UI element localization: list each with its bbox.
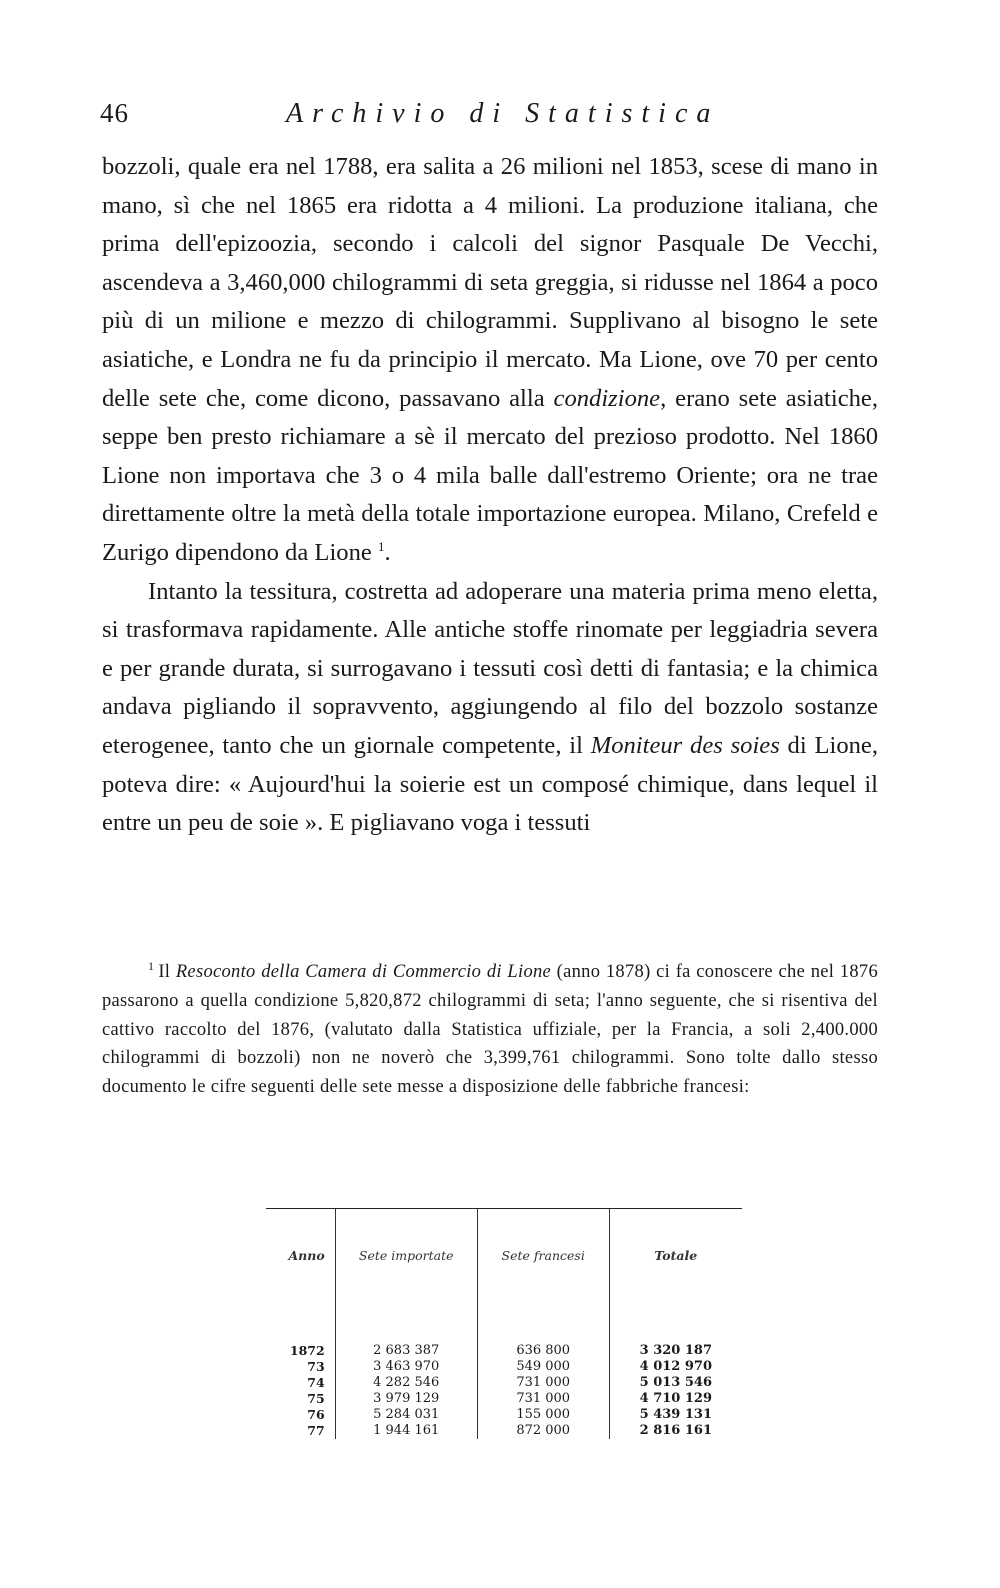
- table-cell-french: 636 800: [477, 1343, 609, 1359]
- body-text: [102, 148, 878, 843]
- spacer-cell: [266, 1301, 335, 1343]
- page-number: 46: [100, 98, 129, 128]
- paragraph-2-text-cont: di Lione, poteva dire: « Aujourd'hui la soierie est un composé chimique, dans lequel il entre un peu de soie ». E pigliavano voga i tessuti: [102, 731, 878, 837]
- paragraph-2: [102, 573, 878, 843]
- table-spacer: [266, 1301, 742, 1343]
- table-cell-total: 5 013 546: [609, 1375, 742, 1391]
- table-row: [266, 1375, 742, 1391]
- table-cell-imported: 1 944 161: [335, 1423, 477, 1439]
- table-header-anno: Anno: [266, 1209, 335, 1302]
- paragraph-1: [102, 148, 878, 573]
- table-row: [266, 1359, 742, 1375]
- footnote-reference: 1: [377, 538, 385, 554]
- table-cell-year: 73: [307, 1359, 325, 1374]
- table-cell-imported: 3 979 129: [335, 1391, 477, 1407]
- table-cell-year: 75: [307, 1391, 325, 1406]
- table-cell-imported: 2 683 387: [335, 1343, 477, 1359]
- spacer-cell: [609, 1301, 742, 1343]
- table-cell-imported: 3 463 970: [335, 1359, 477, 1375]
- footnote-emphasis: Resoconto della Camera di Commercio di Lione: [175, 962, 552, 982]
- paragraph-1-text-cont: erano sete asiatiche, seppe ben presto richiamare a sè il mercato del prezioso prodotto. Nel 1860 Lione non importava che 3 o 4 mila balle dall'estremo Oriente; ora ne trae direttamente oltre la metà della totale importazione europea. Milano, Crefeld e Zurigo dipendono da Lione: [102, 384, 878, 566]
- table-cell-year: 77: [307, 1423, 325, 1438]
- table-header-imported: Sete importate: [335, 1209, 477, 1302]
- spacer-cell: [477, 1301, 609, 1343]
- footnote-body: (anno 1878) ci fa conoscere che nel 1876 passarono a quella condizione 5,820,872 chilogrammi di seta; l'anno seguente, che si risentiva del cattivo raccolto del 1876, (valutato dalla Statistica uffiziale, per la Francia, a soli 2,400.000 chilogrammi di bozzoli) non ne noverò che 3,399,761 chilogrammi. Sono tolte dallo stesso documento le cifre seguenti delle sete messe a disposizione delle fabbriche francesi:: [102, 962, 879, 1098]
- table-row: [266, 1343, 742, 1359]
- table-header-row: [266, 1209, 742, 1302]
- silk-data-table: [266, 1208, 742, 1439]
- footnote-lead: Il: [158, 962, 176, 982]
- journal-title: Archivio di Statistica: [286, 98, 720, 129]
- footnote-text: [102, 958, 878, 1102]
- table-cell-total: 2 816 161: [609, 1423, 742, 1439]
- footnote-mark: 1: [148, 958, 155, 973]
- table-cell-imported: 5 284 031: [335, 1407, 477, 1423]
- spacer-cell: [335, 1301, 477, 1343]
- table-cell-french: 731 000: [477, 1375, 609, 1391]
- paragraph-1-text: bozzoli, quale era nel 1788, era salita a 26 milioni nel 1853, scese di mano in mano, sì che nel 1865 era ridotta a 4 milioni. La produzione italiana, che prima dell'epizoozia, secondo i calcoli del signor Pasquale De Vecchi, ascendeva a 3,460,000 chilogrammi di seta greggia, si ridusse nel 1864 a poco più di un milione e mezzo di chilogrammi. Supplivano al bisogno le sete asiatiche, e Londra ne fu da principio il mercato. Ma Lione, ove 70 per cento delle sete che, come dicono, passavano alla: [102, 153, 878, 412]
- table-cell-year: 74: [307, 1375, 325, 1390]
- paragraph-2-emphasis: Moniteur des soies: [590, 731, 780, 759]
- table-cell-imported: 4 282 546: [335, 1375, 477, 1391]
- table-cell-french: 731 000: [477, 1391, 609, 1407]
- table-cell-year: 1872: [289, 1343, 325, 1358]
- paragraph-1-end: .: [384, 538, 391, 566]
- table-cell-total: 4 710 129: [609, 1391, 742, 1407]
- paragraph-2-text: Intanto la tessitura, costretta ad adoperare una materia prima meno eletta, si trasformava rapidamente. Alle antiche stoffe rinomate per leggiadria severa e per grande durata, si surrogavano i tessuti così detti di fantasia; e la chimica andava pigliando il sopravvento, aggiungendo al filo del bozzolo sostanze eterogenee, tanto che un giornale competente, il: [102, 577, 878, 759]
- table-row: [266, 1423, 742, 1439]
- running-head: [100, 98, 900, 138]
- table-header-french: Sete francesi: [477, 1209, 609, 1302]
- table-cell-french: 872 000: [477, 1423, 609, 1439]
- table-row: [266, 1391, 742, 1407]
- table-cell-total: 4 012 970: [609, 1359, 742, 1375]
- table-cell-total: 5 439 131: [609, 1407, 742, 1423]
- table-cell-french: 155 000: [477, 1407, 609, 1423]
- table-row: [266, 1407, 742, 1423]
- table-cell-year: 76: [307, 1407, 325, 1422]
- table-header-total: Totale: [609, 1209, 742, 1302]
- table-cell-french: 549 000: [477, 1359, 609, 1375]
- table-cell-total: 3 320 187: [609, 1343, 742, 1359]
- paragraph-1-emphasis: condizione,: [553, 384, 667, 412]
- footnote: [102, 958, 878, 1102]
